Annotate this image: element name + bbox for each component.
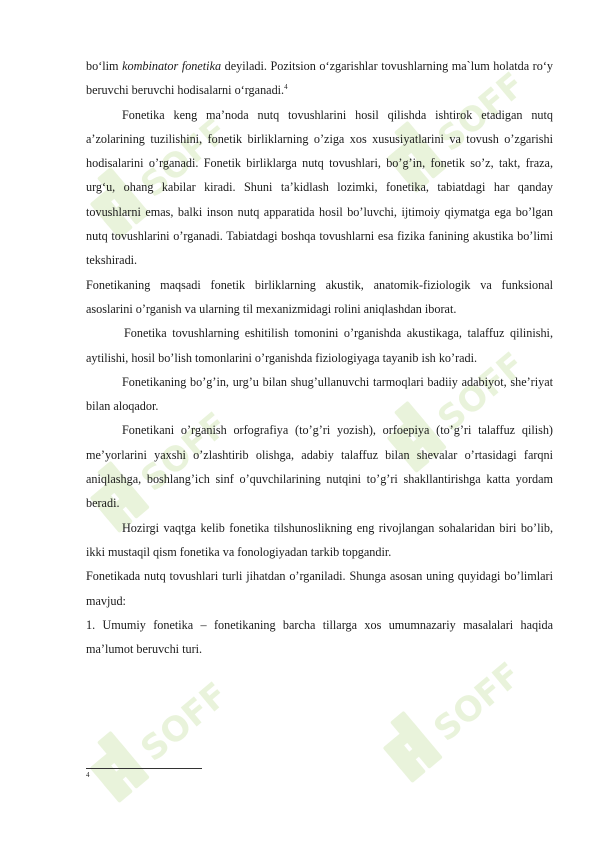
paragraph: Fonetikani o’rganish orfografiya (to’g’ri yozish), orfoepiya (to’g’ri talaffuz qilish) me’yorlarini yaxshi o’zlashtirib olishga, adabiy talaffuz bilan shevalar o’rtasidagi farqni aniqlashga, boshlang’ich sinf o’quvchilarining nutqini to’g’ri shakllantirishga katta yordam beradi. [86, 423, 553, 511]
list-item: 1. Umumiy fonetika – fonetikaning barcha tillarga xos umumnazariy masalalari haqida ma’lumot beruvchi turi. [86, 617, 553, 657]
svg-text:SOFF: SOFF [133, 110, 236, 206]
paragraph: Fonetika keng ma’noda nutq tovushlarini hosil qilishda ishtirok etadigan nutq a’zolarining tuzilishini, fonetik birliklarning o’ziga xos xususiyatlarini va tovush o’zgarishi hodisalarini o’rganadi. Fonetik birliklarga nutq tovushlari, bo’g’in, fonetik so’z, takt, fraza, urg‘u, ohang kabilar kiradi. Shuni ta’kidlash lozimki, fonetika, tabiatdagi har qanday tovushlarni emas, balki inson nutq apparatida hosil bo’luvchi, ijtimoiy qiymatga ega bo’lgan nutq tovushlarini o’rganadi. Tabiatdagi boshqa tovushlarni esa fizika fanining akustika bo’limi tekshiradi. [86, 107, 553, 268]
paragraph: Hozirgi vaqtga kelib fonetika tilshunoslikning eng rivojlangan sohalaridan biri bo’lib, ikki mustaqil qism fonetika va fonologiyadan tarkib topgandir. [86, 520, 553, 559]
body-text [86, 54, 553, 661]
paragraph: Fonetikada nutq tovushlari turli jihatdan o’rganiladi. Shunga asosan uning quyidagi bo’limlari mavjud: [86, 569, 553, 608]
term-emphasis: kombinator fonetika [122, 59, 222, 73]
paragraph: Fonetikaning maqsadi fonetik birliklarning akustik, anatomik-fiziologik va funksional asoslarini o’rganish va ularning til mexanizmidagi rolini aniqlashdan iborat. [86, 277, 553, 316]
svg-text:SOFF: SOFF [133, 404, 236, 500]
ff-logo-icon [75, 660, 245, 810]
paragraph-continuation: bo‘lim kombinator fonetika deyiladi. Pozitsion o‘zgarishlar tovushlarning ma`lum holatda ro‘y beruvchi beruvchi hodisalarni o‘rganadi.$^4$ [86, 59, 553, 98]
footnote-mark: 4 [86, 771, 90, 779]
ff-logo-icon [368, 640, 538, 790]
paragraph: Fonetika tovushlarning eshitilish tomonini o’rganishda akustikaga, talaffuz qilinishi, aytilishi, hosil bo’lish tomonlarini o’rganishda fiziologiyaga tayanib ish ko’radi. [86, 326, 553, 365]
watermark-right-bottom [368, 640, 538, 790]
svg-text:SOFF: SOFF [133, 674, 236, 770]
watermark-left-bottom [75, 660, 245, 810]
svg-text:SOFF: SOFF [430, 344, 533, 440]
footnote-separator [86, 768, 202, 769]
footnote-reference[interactable]: 4 [284, 83, 288, 92]
paragraph: Fonetikaning bo’g’in, urg’u bilan shug’ullanuvchi tarmoqlari badiiy adabiyot, she’riyat bilan aloqador. [86, 374, 553, 414]
watermark-text: SOFF [430, 64, 533, 160]
svg-text:SOFF: SOFF [426, 654, 529, 750]
